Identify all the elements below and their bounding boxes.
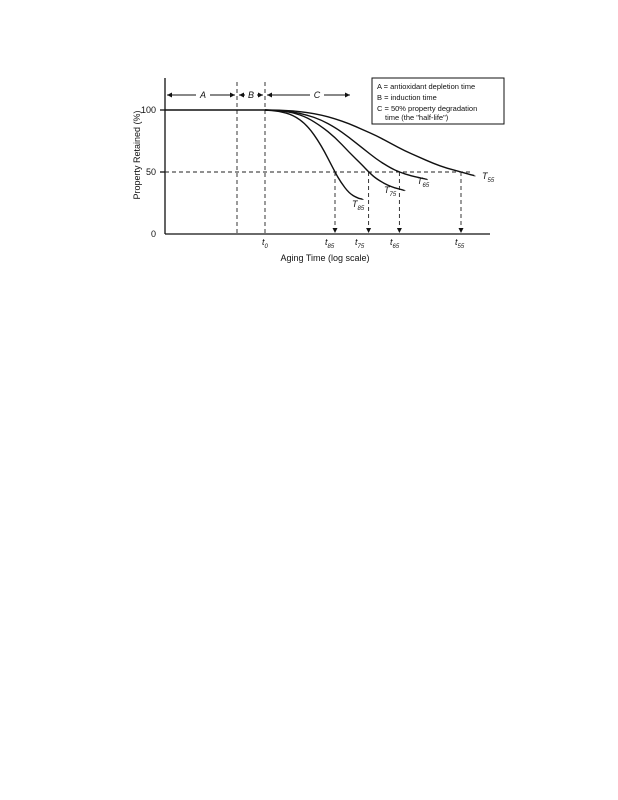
- region-label-c: C: [313, 90, 321, 100]
- x-tick-label-t65: $t_{65}$: [390, 237, 400, 250]
- series-label-t75: $T_{75}$: [384, 185, 397, 198]
- legend-entry-c-cont: time (the "half-life"): [385, 113, 449, 122]
- x-tick-label-t0: $t_0$: [262, 237, 268, 250]
- y-tick-label: 0: [150, 229, 156, 239]
- y-axis-title: Property Retained (%): [132, 110, 142, 200]
- series-label-t65: $T_{65}$: [417, 176, 430, 189]
- series-label-t85: $T_{85}$: [352, 199, 365, 212]
- drop-arrow-t65: [397, 228, 402, 233]
- y-tick-label: 50: [145, 167, 156, 177]
- drop-arrow-t85: [333, 228, 338, 233]
- x-axis-title: Aging Time (log scale): [280, 253, 370, 263]
- legend-entry-b: B = induction time: [377, 93, 437, 102]
- y-tick-label: 100: [140, 105, 156, 115]
- series-label-t55: $T_{55}$: [482, 171, 495, 184]
- legend-entry-c: C = 50% property degradation: [377, 104, 478, 113]
- region-label-b: B: [247, 90, 255, 100]
- drop-arrow-t55: [459, 228, 464, 233]
- x-tick-label-t75: $t_{75}$: [355, 237, 365, 250]
- drop-arrow-t75: [366, 228, 371, 233]
- legend-entry-a: A = antioxidant depletion time: [377, 82, 476, 91]
- x-tick-label-t85: $t_{85}$: [325, 237, 335, 250]
- region-label-a: A: [199, 90, 207, 100]
- x-tick-label-t55: $t_{55}$: [455, 237, 465, 250]
- region-arrows: [167, 89, 350, 100]
